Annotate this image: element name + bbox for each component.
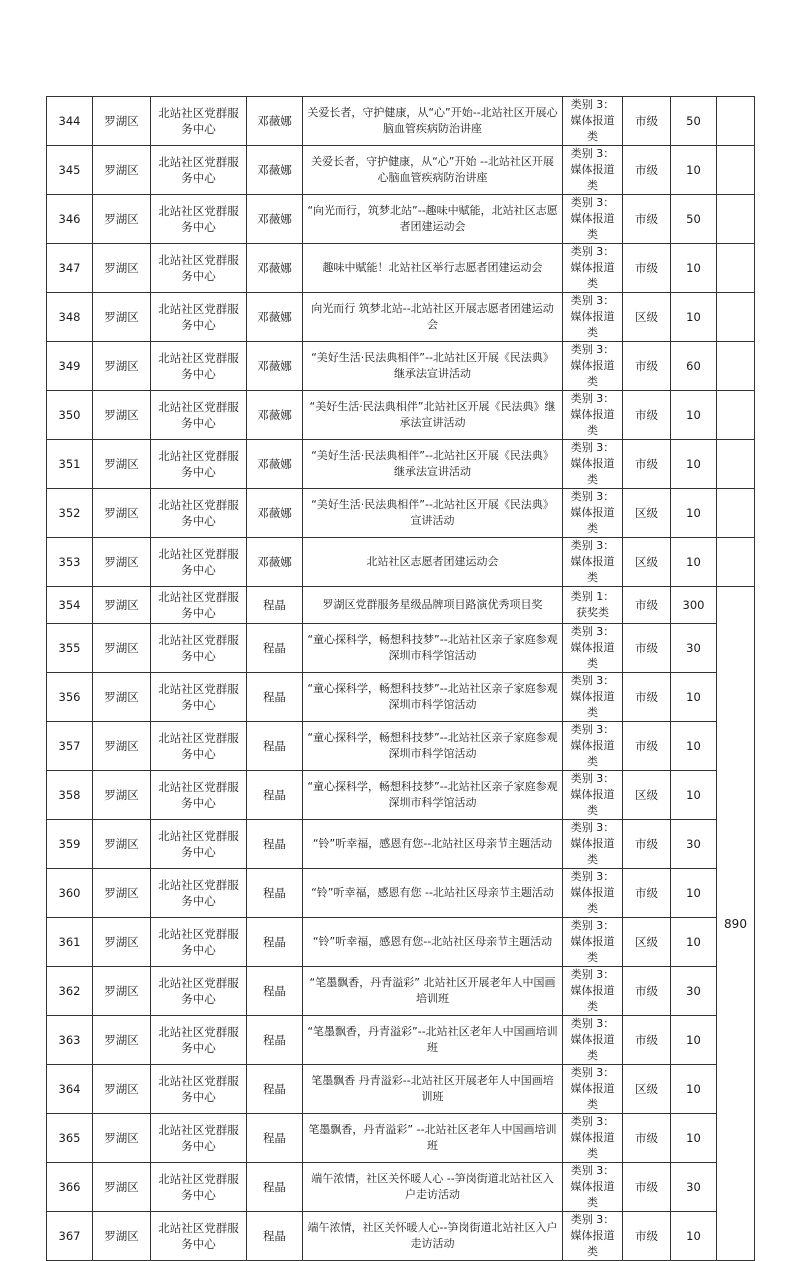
report-title-cell: “童心探科学，畅想科技梦”--北站社区亲子家庭参观深圳市科学馆活动 [303, 722, 563, 771]
report-title-cell: 趣味中赋能！北站社区举行志愿者团建运动会 [303, 244, 563, 293]
row-number-cell: 364 [47, 1065, 93, 1114]
table-row [47, 244, 755, 293]
category-cell: 类别 3：媒体报道类 [563, 1212, 623, 1261]
district-cell: 罗湖区 [93, 1163, 151, 1212]
district-cell: 罗湖区 [93, 195, 151, 244]
group-total-cell: 890 [717, 587, 755, 1261]
organization-cell: 北站社区党群服务中心 [151, 440, 247, 489]
row-number-cell: 355 [47, 624, 93, 673]
category-cell: 类别 3：媒体报道类 [563, 771, 623, 820]
report-title-cell: “美好生活·民法典相伴”北站社区开展《民法典》继承法宣讲活动 [303, 391, 563, 440]
person-cell: 程晶 [247, 1114, 303, 1163]
score-cell: 10 [671, 489, 717, 538]
row-number-cell: 344 [47, 97, 93, 146]
score-cell: 10 [671, 244, 717, 293]
row-number-cell: 347 [47, 244, 93, 293]
report-title-cell: “美好生活·民法典相伴”--北站社区开展《民法典》继承法宣讲活动 [303, 342, 563, 391]
report-title-cell: “童心探科学，畅想科技梦”--北站社区亲子家庭参观深圳市科学馆活动 [303, 771, 563, 820]
score-cell: 10 [671, 1212, 717, 1261]
level-cell: 区级 [623, 538, 671, 587]
table-row [47, 1016, 755, 1065]
table-row [47, 587, 755, 624]
row-number-cell: 357 [47, 722, 93, 771]
row-number-cell: 356 [47, 673, 93, 722]
category-cell: 类别 3：媒体报道类 [563, 293, 623, 342]
table-row [47, 771, 755, 820]
row-number-cell: 346 [47, 195, 93, 244]
level-cell: 市级 [623, 673, 671, 722]
person-cell: 程晶 [247, 918, 303, 967]
organization-cell: 北站社区党群服务中心 [151, 146, 247, 195]
row-number-cell: 359 [47, 820, 93, 869]
category-cell: 类别 3：媒体报道类 [563, 820, 623, 869]
person-cell: 程晶 [247, 1065, 303, 1114]
table-row [47, 195, 755, 244]
category-cell: 类别 3：媒体报道类 [563, 146, 623, 195]
report-title-cell: “笔墨飘香，丹青溢彩” 北站社区开展老年人中国画培训班 [303, 967, 563, 1016]
table-row [47, 1212, 755, 1261]
report-title-cell: “铃”听幸福，感恩有您 --北站社区母亲节主题活动 [303, 869, 563, 918]
table-row [47, 1065, 755, 1114]
category-cell: 类别 3：媒体报道类 [563, 244, 623, 293]
score-cell: 10 [671, 293, 717, 342]
level-cell: 区级 [623, 489, 671, 538]
score-cell: 10 [671, 869, 717, 918]
district-cell: 罗湖区 [93, 722, 151, 771]
report-title-cell: 关爱长者，守护健康，从“心”开始 --北站社区开展心脑血管疾病防治讲座 [303, 146, 563, 195]
empty-total-cell [717, 293, 755, 342]
row-number-cell: 351 [47, 440, 93, 489]
district-cell: 罗湖区 [93, 97, 151, 146]
row-number-cell: 348 [47, 293, 93, 342]
district-cell: 罗湖区 [93, 967, 151, 1016]
row-number-cell: 366 [47, 1163, 93, 1212]
category-cell: 类别 3：媒体报道类 [563, 1016, 623, 1065]
table-body [47, 97, 755, 1261]
report-title-cell: 向光而行 筑梦北站--北站社区开展志愿者团建运动会 [303, 293, 563, 342]
table-row [47, 722, 755, 771]
person-cell: 程晶 [247, 869, 303, 918]
score-cell: 10 [671, 1016, 717, 1065]
district-cell: 罗湖区 [93, 1114, 151, 1163]
table-row [47, 1114, 755, 1163]
row-number-cell: 367 [47, 1212, 93, 1261]
person-cell: 邓薇娜 [247, 244, 303, 293]
row-number-cell: 361 [47, 918, 93, 967]
level-cell: 市级 [623, 967, 671, 1016]
organization-cell: 北站社区党群服务中心 [151, 1065, 247, 1114]
score-cell: 10 [671, 1114, 717, 1163]
level-cell: 市级 [623, 1114, 671, 1163]
person-cell: 程晶 [247, 722, 303, 771]
table-row [47, 869, 755, 918]
organization-cell: 北站社区党群服务中心 [151, 342, 247, 391]
row-number-cell: 365 [47, 1114, 93, 1163]
district-cell: 罗湖区 [93, 624, 151, 673]
level-cell: 区级 [623, 1065, 671, 1114]
level-cell: 市级 [623, 1016, 671, 1065]
report-title-cell: “铃”听幸福，感恩有您--北站社区母亲节主题活动 [303, 918, 563, 967]
category-cell: 类别 1：获奖类 [563, 587, 623, 624]
empty-total-cell [717, 391, 755, 440]
score-cell: 50 [671, 97, 717, 146]
category-cell: 类别 3：媒体报道类 [563, 195, 623, 244]
report-title-cell: “向光而行，筑梦北站”--趣味中赋能，北站社区志愿者团建运动会 [303, 195, 563, 244]
organization-cell: 北站社区党群服务中心 [151, 1163, 247, 1212]
row-number-cell: 352 [47, 489, 93, 538]
person-cell: 邓薇娜 [247, 97, 303, 146]
score-cell: 10 [671, 1065, 717, 1114]
score-cell: 30 [671, 820, 717, 869]
table-row [47, 342, 755, 391]
category-cell: 类别 3：媒体报道类 [563, 869, 623, 918]
level-cell: 市级 [623, 1163, 671, 1212]
person-cell: 程晶 [247, 820, 303, 869]
district-cell: 罗湖区 [93, 1212, 151, 1261]
person-cell: 程晶 [247, 1163, 303, 1212]
empty-total-cell [717, 440, 755, 489]
table-row [47, 146, 755, 195]
person-cell: 程晶 [247, 587, 303, 624]
person-cell: 邓薇娜 [247, 146, 303, 195]
district-cell: 罗湖区 [93, 244, 151, 293]
category-cell: 类别 3：媒体报道类 [563, 440, 623, 489]
district-cell: 罗湖区 [93, 1065, 151, 1114]
category-cell: 类别 3：媒体报道类 [563, 673, 623, 722]
level-cell: 市级 [623, 624, 671, 673]
report-title-cell: 端午浓情，社区关怀暖人心 --笋岗街道北站社区入户走访活动 [303, 1163, 563, 1212]
district-cell: 罗湖区 [93, 538, 151, 587]
district-cell: 罗湖区 [93, 342, 151, 391]
table-row [47, 538, 755, 587]
empty-total-cell [717, 195, 755, 244]
organization-cell: 北站社区党群服务中心 [151, 1114, 247, 1163]
organization-cell: 北站社区党群服务中心 [151, 391, 247, 440]
table-row [47, 489, 755, 538]
score-cell: 300 [671, 587, 717, 624]
district-cell: 罗湖区 [93, 820, 151, 869]
person-cell: 邓薇娜 [247, 195, 303, 244]
category-cell: 类别 3：媒体报道类 [563, 538, 623, 587]
score-cell: 50 [671, 195, 717, 244]
organization-cell: 北站社区党群服务中心 [151, 293, 247, 342]
category-cell: 类别 3：媒体报道类 [563, 489, 623, 538]
empty-total-cell [717, 146, 755, 195]
level-cell: 市级 [623, 97, 671, 146]
row-number-cell: 360 [47, 869, 93, 918]
organization-cell: 北站社区党群服务中心 [151, 1016, 247, 1065]
report-title-cell: 关爱长者，守护健康，从“心”开始--北站社区开展心脑血管疾病防治讲座 [303, 97, 563, 146]
table-row [47, 391, 755, 440]
empty-total-cell [717, 97, 755, 146]
level-cell: 市级 [623, 195, 671, 244]
level-cell: 市级 [623, 869, 671, 918]
district-cell: 罗湖区 [93, 440, 151, 489]
row-number-cell: 345 [47, 146, 93, 195]
person-cell: 邓薇娜 [247, 538, 303, 587]
organization-cell: 北站社区党群服务中心 [151, 771, 247, 820]
level-cell: 市级 [623, 391, 671, 440]
district-cell: 罗湖区 [93, 587, 151, 624]
level-cell: 市级 [623, 587, 671, 624]
organization-cell: 北站社区党群服务中心 [151, 195, 247, 244]
organization-cell: 北站社区党群服务中心 [151, 820, 247, 869]
person-cell: 邓薇娜 [247, 489, 303, 538]
report-title-cell: 北站社区志愿者团建运动会 [303, 538, 563, 587]
score-cell: 60 [671, 342, 717, 391]
level-cell: 市级 [623, 146, 671, 195]
row-number-cell: 358 [47, 771, 93, 820]
person-cell: 程晶 [247, 624, 303, 673]
report-title-cell: 罗湖区党群服务星级品牌项目路演优秀项目奖 [303, 587, 563, 624]
row-number-cell: 353 [47, 538, 93, 587]
organization-cell: 北站社区党群服务中心 [151, 918, 247, 967]
category-cell: 类别 3：媒体报道类 [563, 391, 623, 440]
records-table [46, 96, 755, 1261]
district-cell: 罗湖区 [93, 1016, 151, 1065]
district-cell: 罗湖区 [93, 391, 151, 440]
row-number-cell: 354 [47, 587, 93, 624]
table-row [47, 918, 755, 967]
score-cell: 10 [671, 771, 717, 820]
row-number-cell: 349 [47, 342, 93, 391]
score-cell: 30 [671, 967, 717, 1016]
organization-cell: 北站社区党群服务中心 [151, 673, 247, 722]
category-cell: 类别 3：媒体报道类 [563, 722, 623, 771]
score-cell: 30 [671, 624, 717, 673]
person-cell: 程晶 [247, 1212, 303, 1261]
empty-total-cell [717, 538, 755, 587]
report-title-cell: 笔墨飘香 丹青溢彩--北站社区开展老年人中国画培训班 [303, 1065, 563, 1114]
report-title-cell: “美好生活·民法典相伴”--北站社区开展《民法典》宣讲活动 [303, 489, 563, 538]
organization-cell: 北站社区党群服务中心 [151, 722, 247, 771]
table-row [47, 673, 755, 722]
report-title-cell: “童心探科学，畅想科技梦”--北站社区亲子家庭参观深圳市科学馆活动 [303, 673, 563, 722]
report-title-cell: “铃”听幸福，感恩有您--北站社区母亲节主题活动 [303, 820, 563, 869]
empty-total-cell [717, 244, 755, 293]
category-cell: 类别 3：媒体报道类 [563, 342, 623, 391]
table-row [47, 967, 755, 1016]
level-cell: 市级 [623, 440, 671, 489]
person-cell: 邓薇娜 [247, 293, 303, 342]
level-cell: 市级 [623, 342, 671, 391]
category-cell: 类别 3：媒体报道类 [563, 624, 623, 673]
organization-cell: 北站社区党群服务中心 [151, 97, 247, 146]
person-cell: 程晶 [247, 1016, 303, 1065]
organization-cell: 北站社区党群服务中心 [151, 1212, 247, 1261]
level-cell: 区级 [623, 293, 671, 342]
score-cell: 30 [671, 1163, 717, 1212]
organization-cell: 北站社区党群服务中心 [151, 244, 247, 293]
report-title-cell: 笔墨飘香，丹青溢彩” --北站社区老年人中国画培训班 [303, 1114, 563, 1163]
table-row [47, 97, 755, 146]
category-cell: 类别 3：媒体报道类 [563, 1114, 623, 1163]
organization-cell: 北站社区党群服务中心 [151, 489, 247, 538]
person-cell: 程晶 [247, 673, 303, 722]
organization-cell: 北站社区党群服务中心 [151, 538, 247, 587]
district-cell: 罗湖区 [93, 869, 151, 918]
report-title-cell: “笔墨飘香，丹青溢彩”--北站社区老年人中国画培训班 [303, 1016, 563, 1065]
table-row [47, 440, 755, 489]
table-row [47, 624, 755, 673]
empty-total-cell [717, 342, 755, 391]
score-cell: 10 [671, 146, 717, 195]
organization-cell: 北站社区党群服务中心 [151, 869, 247, 918]
score-cell: 10 [671, 538, 717, 587]
report-title-cell: 端午浓情，社区关怀暖人心--笋岗街道北站社区入户走访活动 [303, 1212, 563, 1261]
report-title-cell: “美好生活·民法典相伴”--北站社区开展《民法典》继承法宣讲活动 [303, 440, 563, 489]
level-cell: 市级 [623, 722, 671, 771]
score-cell: 10 [671, 440, 717, 489]
category-cell: 类别 3：媒体报道类 [563, 918, 623, 967]
row-number-cell: 363 [47, 1016, 93, 1065]
level-cell: 市级 [623, 244, 671, 293]
score-cell: 10 [671, 673, 717, 722]
table-row [47, 820, 755, 869]
district-cell: 罗湖区 [93, 771, 151, 820]
person-cell: 邓薇娜 [247, 440, 303, 489]
table-row [47, 1163, 755, 1212]
person-cell: 程晶 [247, 771, 303, 820]
district-cell: 罗湖区 [93, 489, 151, 538]
level-cell: 区级 [623, 918, 671, 967]
organization-cell: 北站社区党群服务中心 [151, 967, 247, 1016]
level-cell: 市级 [623, 1212, 671, 1261]
category-cell: 类别 3：媒体报道类 [563, 97, 623, 146]
level-cell: 区级 [623, 771, 671, 820]
row-number-cell: 362 [47, 967, 93, 1016]
district-cell: 罗湖区 [93, 918, 151, 967]
table-row [47, 293, 755, 342]
district-cell: 罗湖区 [93, 293, 151, 342]
district-cell: 罗湖区 [93, 146, 151, 195]
report-title-cell: “童心探科学，畅想科技梦”--北站社区亲子家庭参观深圳市科学馆活动 [303, 624, 563, 673]
level-cell: 市级 [623, 820, 671, 869]
person-cell: 程晶 [247, 967, 303, 1016]
score-cell: 10 [671, 722, 717, 771]
organization-cell: 北站社区党群服务中心 [151, 624, 247, 673]
empty-total-cell [717, 489, 755, 538]
organization-cell: 北站社区党群服务中心 [151, 587, 247, 624]
score-cell: 10 [671, 918, 717, 967]
category-cell: 类别 3：媒体报道类 [563, 1163, 623, 1212]
category-cell: 类别 3：媒体报道类 [563, 967, 623, 1016]
score-cell: 10 [671, 391, 717, 440]
row-number-cell: 350 [47, 391, 93, 440]
district-cell: 罗湖区 [93, 673, 151, 722]
person-cell: 邓薇娜 [247, 342, 303, 391]
person-cell: 邓薇娜 [247, 391, 303, 440]
category-cell: 类别 3：媒体报道类 [563, 1065, 623, 1114]
